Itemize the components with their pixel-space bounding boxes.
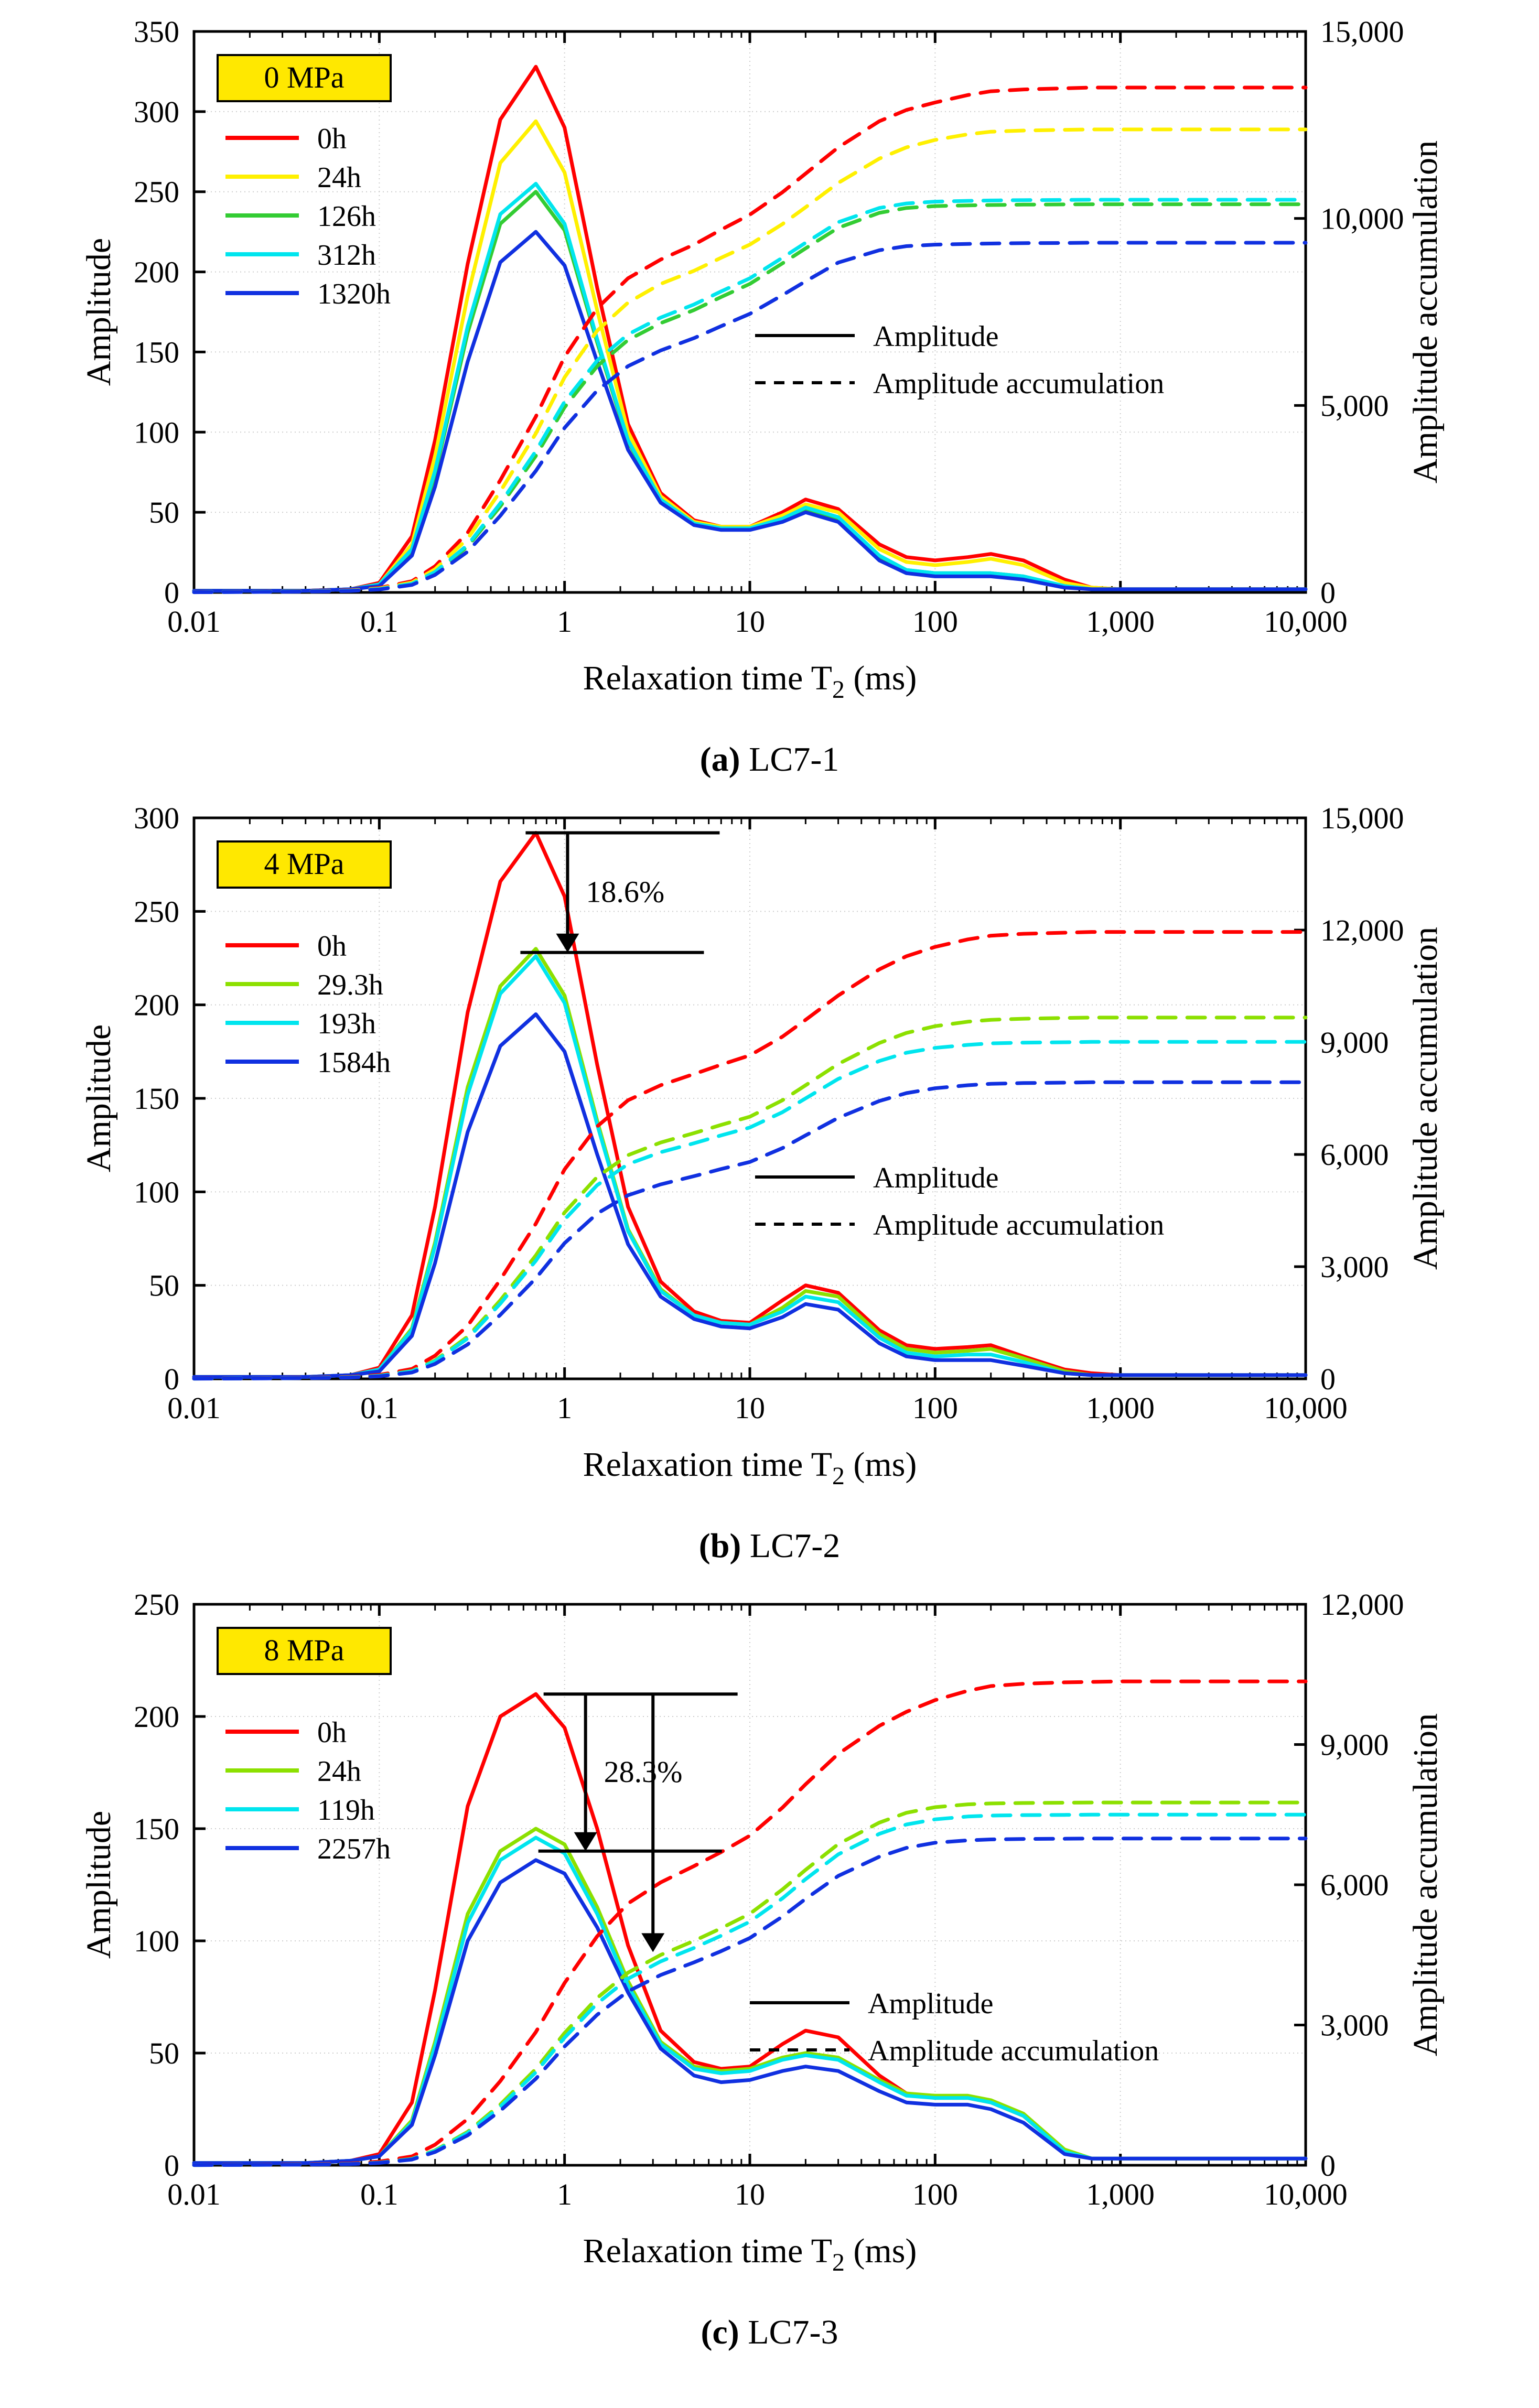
- pressure-badge-label: 8 MPa: [264, 1633, 345, 1667]
- panel-caption: (b) LC7-2: [698, 1527, 841, 1565]
- y-right-tick-label: 12,000: [1320, 1588, 1404, 1622]
- y-left-tick-label: 250: [134, 1588, 179, 1622]
- legend-label: 126h: [317, 200, 376, 233]
- series-line: [194, 1829, 1306, 2163]
- y-left-axis-title: Amplitude: [80, 237, 118, 386]
- x-tick-label: 0.01: [167, 2177, 221, 2211]
- y-left-tick-label: 150: [134, 1812, 179, 1846]
- y-right-tick-label: 6,000: [1320, 1138, 1389, 1172]
- y-left-tick-label: 200: [134, 988, 179, 1022]
- x-tick-label: 1,000: [1086, 1391, 1155, 1425]
- y-right-axis-title: Amplitude accumulation: [1406, 140, 1445, 484]
- annotation-label: 28.3%: [604, 1755, 683, 1789]
- y-left-axis-title: Amplitude: [80, 1024, 118, 1173]
- y-right-tick-label: 0: [1320, 1362, 1336, 1396]
- y-left-tick-label: 150: [134, 335, 179, 370]
- legend-label: 193h: [317, 1008, 376, 1040]
- x-tick-label: 10,000: [1264, 1391, 1348, 1425]
- y-left-tick-label: 100: [134, 1175, 179, 1210]
- legend-label: 119h: [317, 1794, 375, 1827]
- x-tick-label: 1,000: [1086, 2177, 1155, 2211]
- y-left-tick-label: 200: [134, 1700, 179, 1734]
- legend-label: 0h: [317, 930, 347, 963]
- pressure-badge-label: 4 MPa: [264, 847, 345, 881]
- y-left-tick-label: 100: [134, 1924, 179, 1958]
- y-left-tick-label: 350: [134, 15, 179, 49]
- chart-svg-b: [0, 786, 1539, 1573]
- y-right-tick-label: 9,000: [1320, 1025, 1389, 1060]
- chart-panel-a: [0, 0, 1539, 786]
- annotation-label: 18.6%: [586, 874, 665, 909]
- x-tick-label: 10,000: [1264, 2177, 1348, 2211]
- legend-label: 24h: [317, 161, 361, 194]
- legend-label: 312h: [317, 239, 376, 272]
- y-left-tick-label: 250: [134, 175, 179, 209]
- legend-style-label: Amplitude: [868, 1988, 994, 2020]
- y-left-tick-label: 200: [134, 255, 179, 289]
- y-left-axis-title: Amplitude: [80, 1810, 118, 1959]
- y-left-tick-label: 0: [164, 2148, 179, 2183]
- y-right-tick-label: 5,000: [1320, 388, 1389, 423]
- x-tick-label: 0.01: [167, 1391, 221, 1425]
- chart-panel-b: [0, 786, 1539, 1573]
- pressure-badge-label: 0 MPa: [264, 60, 345, 94]
- y-right-tick-label: 3,000: [1320, 1250, 1389, 1284]
- y-right-axis-title: Amplitude accumulation: [1406, 1713, 1445, 2057]
- y-left-tick-label: 300: [134, 801, 179, 835]
- chart-svg-a: [0, 0, 1539, 786]
- x-tick-label: 10: [735, 2177, 765, 2211]
- x-tick-label: 1: [557, 604, 573, 639]
- panel-caption: (c) LC7-3: [701, 2313, 838, 2351]
- y-left-tick-label: 0: [164, 1362, 179, 1396]
- y-left-tick-label: 0: [164, 576, 179, 610]
- legend-style-label: Amplitude: [873, 1162, 999, 1194]
- y-right-tick-label: 0: [1320, 576, 1336, 610]
- panel-caption: (a) LC7-1: [699, 740, 840, 779]
- legend-label: 1584h: [317, 1046, 391, 1079]
- y-right-tick-label: 10,000: [1320, 201, 1404, 236]
- y-right-tick-label: 15,000: [1320, 801, 1404, 835]
- x-tick-label: 10,000: [1264, 604, 1348, 639]
- x-tick-label: 1: [557, 2177, 573, 2211]
- legend-label: 2257h: [317, 1833, 391, 1865]
- annotation-arrow: [574, 1832, 597, 1851]
- legend-label: 0h: [317, 1716, 347, 1749]
- x-tick-label: 1: [557, 1391, 573, 1425]
- y-right-tick-label: 9,000: [1320, 1727, 1389, 1762]
- x-axis-title: Relaxation time $T_2$ (ms): [583, 1445, 917, 1490]
- legend-style-label: Amplitude accumulation: [868, 2035, 1159, 2067]
- y-right-axis-title: Amplitude accumulation: [1406, 926, 1445, 1270]
- x-tick-label: 10: [735, 604, 765, 639]
- y-left-tick-label: 50: [149, 1268, 179, 1303]
- y-left-tick-label: 50: [149, 2036, 179, 2070]
- legend-label: 0h: [317, 123, 347, 155]
- y-right-tick-label: 6,000: [1320, 1868, 1389, 1902]
- x-tick-label: 0.1: [360, 604, 399, 639]
- x-tick-label: 0.1: [360, 2177, 399, 2211]
- x-tick-label: 0.01: [167, 604, 221, 639]
- y-left-tick-label: 250: [134, 894, 179, 929]
- legend-label: 1320h: [317, 278, 391, 310]
- x-tick-label: 100: [912, 604, 958, 639]
- y-right-tick-label: 3,000: [1320, 2008, 1389, 2043]
- x-tick-label: 10: [735, 1391, 765, 1425]
- x-axis-title: Relaxation time $T_2$ (ms): [583, 659, 917, 704]
- y-left-tick-label: 50: [149, 495, 179, 530]
- legend-style-label: Amplitude accumulation: [873, 1209, 1165, 1241]
- x-tick-label: 100: [912, 2177, 958, 2211]
- y-right-tick-label: 0: [1320, 2148, 1336, 2183]
- y-left-tick-label: 300: [134, 94, 179, 129]
- y-right-tick-label: 12,000: [1320, 913, 1404, 947]
- x-tick-label: 100: [912, 1391, 958, 1425]
- y-left-tick-label: 100: [134, 415, 179, 450]
- legend-style-label: Amplitude: [873, 320, 999, 353]
- x-tick-label: 0.1: [360, 1391, 399, 1425]
- y-left-tick-label: 150: [134, 1082, 179, 1116]
- chart-svg-c: [0, 1573, 1539, 2359]
- y-right-tick-label: 15,000: [1320, 15, 1404, 49]
- x-axis-title: Relaxation time $T_2$ (ms): [583, 2232, 917, 2276]
- legend-style-label: Amplitude accumulation: [873, 368, 1165, 400]
- series-line: [194, 1838, 1306, 2163]
- legend-label: 24h: [317, 1755, 361, 1788]
- legend-label: 29.3h: [317, 969, 383, 1001]
- x-tick-label: 1,000: [1086, 604, 1155, 639]
- chart-panel-c: [0, 1573, 1539, 2359]
